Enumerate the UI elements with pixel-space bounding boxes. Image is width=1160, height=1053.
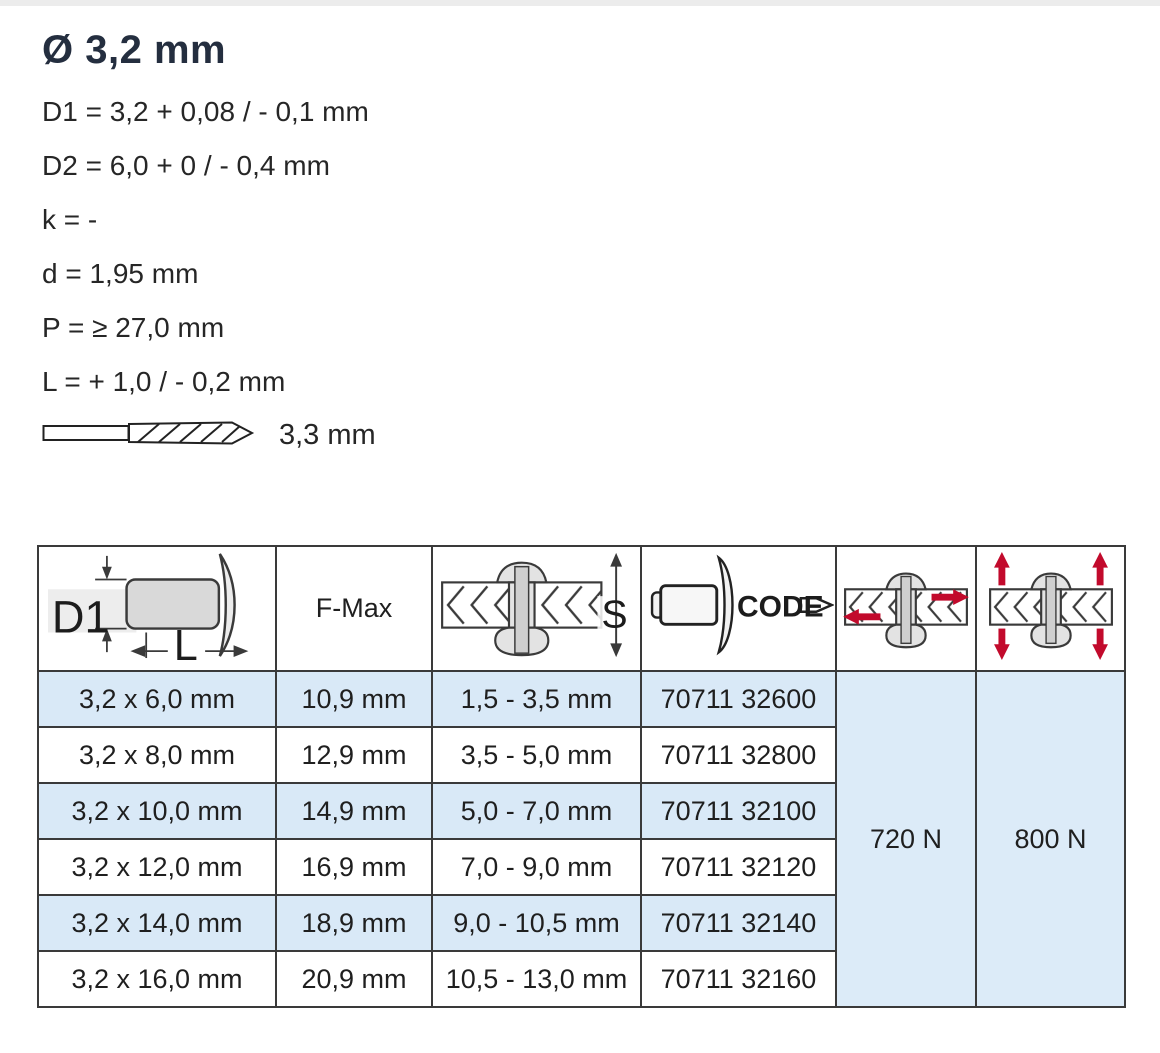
- spec-line-l: L = + 1,0 / - 0,2 mm: [42, 366, 286, 397]
- header-dimension-cell: [38, 546, 276, 671]
- shear-strength-diagram-icon: [841, 636, 971, 666]
- grip-cell: 5,0 - 7,0 mm: [432, 783, 641, 839]
- spec-line-p: P = ≥ 27,0 mm: [42, 312, 225, 343]
- drill-bit-icon: [42, 418, 257, 453]
- code-cell: 70711 32160: [641, 951, 836, 1007]
- s-label: S: [600, 592, 628, 637]
- size-cell: 3,2 x 6,0 mm: [38, 671, 276, 727]
- grip-cell: 3,5 - 5,0 mm: [432, 727, 641, 783]
- tensile-strength-value: 800 N: [976, 671, 1125, 1007]
- page-title: Ø 3,2 mm: [42, 28, 227, 72]
- drill-size-label: 3,3 mm: [279, 419, 376, 451]
- header-fmax-cell: [276, 546, 432, 671]
- header-tensile-cell: [976, 546, 1125, 671]
- spec-line-d2: D2 = 6,0 + 0 / - 0,4 mm: [42, 150, 330, 181]
- grip-range-diagram-icon: [436, 592, 638, 669]
- fmax-cell: 18,9 mm: [276, 895, 432, 951]
- fmax-cell: 14,9 mm: [276, 783, 432, 839]
- spec-line-d: d = 1,95 mm: [42, 258, 199, 289]
- size-cell: 3,2 x 10,0 mm: [38, 783, 276, 839]
- size-cell: 3,2 x 8,0 mm: [38, 727, 276, 783]
- grip-cell: 9,0 - 10,5 mm: [432, 895, 641, 951]
- drill-size-row: [42, 418, 376, 453]
- tensile-strength-diagram-icon: [986, 636, 1116, 666]
- code-cell: 70711 32800: [641, 727, 836, 783]
- fmax-cell: 20,9 mm: [276, 951, 432, 1007]
- l-label: L: [173, 622, 198, 660]
- spec-line-k: k = -: [42, 204, 98, 235]
- size-cell: 3,2 x 12,0 mm: [38, 839, 276, 895]
- fmax-cell: 10,9 mm: [276, 671, 432, 727]
- d1-label: D1: [51, 591, 110, 643]
- spec-line-d1: D1 = 3,2 + 0,08 / - 0,1 mm: [42, 96, 369, 127]
- fmax-label: F-Max: [315, 593, 393, 623]
- table-row: [38, 671, 1125, 727]
- shear-strength-value: 720 N: [836, 671, 976, 1007]
- code-cell: 70711 32600: [641, 671, 836, 727]
- fmax-cell: 16,9 mm: [276, 839, 432, 895]
- table-header-row: [38, 546, 1125, 671]
- header-code-cell: [641, 546, 836, 671]
- size-cell: 3,2 x 16,0 mm: [38, 951, 276, 1007]
- code-cell: 70711 32140: [641, 895, 836, 951]
- code-label: CODE: [736, 590, 824, 624]
- top-divider: [0, 0, 1160, 6]
- grip-cell: 1,5 - 3,5 mm: [432, 671, 641, 727]
- header-shear-cell: [836, 546, 976, 671]
- grip-cell: 10,5 - 13,0 mm: [432, 951, 641, 1007]
- rivet-spec-table: [37, 545, 1126, 1008]
- header-grip-range-cell: [432, 546, 641, 671]
- grip-cell: 7,0 - 9,0 mm: [432, 839, 641, 895]
- code-cell: 70711 32100: [641, 783, 836, 839]
- size-cell: 3,2 x 14,0 mm: [38, 895, 276, 951]
- rivet-dimension-diagram-icon: [44, 591, 270, 666]
- fmax-cell: 12,9 mm: [276, 727, 432, 783]
- rivet-code-diagram-icon: [644, 590, 834, 668]
- code-cell: 70711 32120: [641, 839, 836, 895]
